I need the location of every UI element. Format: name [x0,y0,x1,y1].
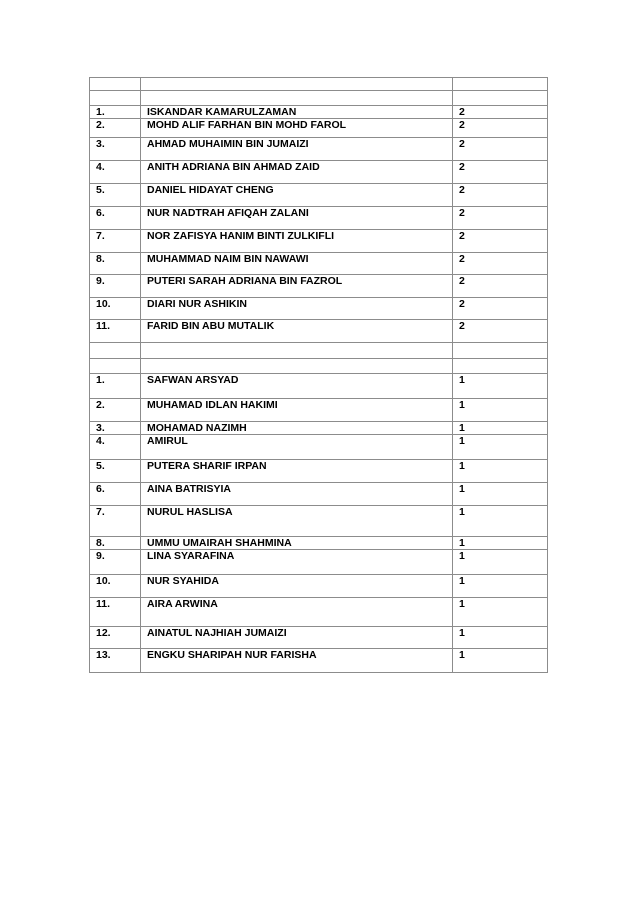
row-number-cell: 10. [90,575,141,598]
student-name-cell: AMIRUL [141,435,453,460]
table-row [90,374,548,399]
row-number-cell: 12. [90,627,141,649]
student-name-cell: AHMAD MUHAIMIN BIN JUMAIZI [141,138,453,161]
student-name-cell: SAFWAN ARSYAD [141,374,453,399]
student-name-cell: DIARI NUR ASHIKIN [141,298,453,320]
table-row [90,575,548,598]
student-name-cell: MOHD ALIF FARHAN BIN MOHD FAROL [141,119,453,138]
table-row [90,506,548,537]
blank-row [90,91,548,106]
row-number-cell: 1. [90,106,141,119]
student-name-cell: MUHAMAD IDLAN HAKIMI [141,399,453,422]
table-row [90,230,548,253]
row-value-cell: 1 [453,435,548,460]
blank-cell [90,78,141,91]
student-table-body [90,78,548,673]
row-number-cell: 3. [90,138,141,161]
blank-cell [141,78,453,91]
student-name-cell: AINATUL NAJHIAH JUMAIZI [141,627,453,649]
table-row [90,537,548,550]
table-row [90,275,548,298]
student-name-cell: FARID BIN ABU MUTALIK [141,320,453,343]
row-value-cell: 2 [453,119,548,138]
student-name-cell: MUHAMMAD NAIM BIN NAWAWI [141,253,453,275]
table-row [90,550,548,575]
row-value-cell: 2 [453,320,548,343]
row-value-cell: 1 [453,598,548,627]
blank-cell [453,78,548,91]
row-number-cell: 5. [90,184,141,207]
row-value-cell: 2 [453,230,548,253]
table-row [90,207,548,230]
table-row [90,298,548,320]
table-row [90,119,548,138]
student-name-cell: AIRA ARWINA [141,598,453,627]
student-table [89,77,548,673]
table-row [90,422,548,435]
student-name-cell: PUTERA SHARIF IRPAN [141,460,453,483]
student-name-cell: NURUL HASLISA [141,506,453,537]
row-value-cell: 2 [453,207,548,230]
row-value-cell: 2 [453,138,548,161]
blank-row [90,359,548,374]
row-number-cell: 2. [90,119,141,138]
blank-cell [141,91,453,106]
row-number-cell: 13. [90,649,141,673]
row-value-cell: 1 [453,627,548,649]
blank-cell [141,343,453,359]
student-name-cell: NUR SYAHIDA [141,575,453,598]
row-value-cell: 1 [453,483,548,506]
row-number-cell: 6. [90,483,141,506]
row-number-cell: 2. [90,399,141,422]
row-number-cell: 11. [90,598,141,627]
row-number-cell: 8. [90,253,141,275]
student-name-cell: DANIEL HIDAYAT CHENG [141,184,453,207]
row-number-cell: 9. [90,550,141,575]
row-number-cell: 4. [90,435,141,460]
row-number-cell: 5. [90,460,141,483]
table-row [90,253,548,275]
row-value-cell: 1 [453,537,548,550]
row-number-cell: 1. [90,374,141,399]
student-name-cell: ISKANDAR KAMARULZAMAN [141,106,453,119]
table-row [90,320,548,343]
row-number-cell: 10. [90,298,141,320]
row-value-cell: 2 [453,275,548,298]
row-value-cell: 1 [453,550,548,575]
student-name-cell: AINA BATRISYIA [141,483,453,506]
blank-cell [90,343,141,359]
row-value-cell: 1 [453,575,548,598]
blank-cell [453,91,548,106]
student-name-cell: NOR ZAFISYA HANIM BINTI ZULKIFLI [141,230,453,253]
row-number-cell: 4. [90,161,141,184]
table-row [90,460,548,483]
student-name-cell: LINA SYARAFINA [141,550,453,575]
row-number-cell: 3. [90,422,141,435]
row-value-cell: 2 [453,298,548,320]
row-number-cell: 7. [90,506,141,537]
student-name-cell: ANITH ADRIANA BIN AHMAD ZAID [141,161,453,184]
student-name-cell: UMMU UMAIRAH SHAHMINA [141,537,453,550]
row-value-cell: 2 [453,253,548,275]
row-number-cell: 6. [90,207,141,230]
row-value-cell: 2 [453,184,548,207]
table-row [90,138,548,161]
row-number-cell: 8. [90,537,141,550]
row-number-cell: 9. [90,275,141,298]
row-value-cell: 1 [453,460,548,483]
row-value-cell: 1 [453,399,548,422]
blank-cell [90,91,141,106]
row-value-cell: 1 [453,649,548,673]
row-number-cell: 11. [90,320,141,343]
blank-cell [453,343,548,359]
student-name-cell: PUTERI SARAH ADRIANA BIN FAZROL [141,275,453,298]
row-value-cell: 1 [453,422,548,435]
blank-cell [453,359,548,374]
student-name-cell: ENGKU SHARIPAH NUR FARISHA [141,649,453,673]
table-row [90,483,548,506]
blank-cell [90,359,141,374]
row-value-cell: 1 [453,374,548,399]
row-value-cell: 2 [453,161,548,184]
table-row [90,649,548,673]
table-row [90,399,548,422]
blank-cell [141,359,453,374]
blank-row [90,343,548,359]
table-row [90,161,548,184]
table-row [90,184,548,207]
table-row [90,435,548,460]
student-name-cell: NUR NADTRAH AFIQAH ZALANI [141,207,453,230]
table-row [90,627,548,649]
row-value-cell: 2 [453,106,548,119]
table-row [90,106,548,119]
table-row [90,598,548,627]
row-number-cell: 7. [90,230,141,253]
row-value-cell: 1 [453,506,548,537]
student-name-cell: MOHAMAD NAZIMH [141,422,453,435]
blank-row [90,78,548,91]
